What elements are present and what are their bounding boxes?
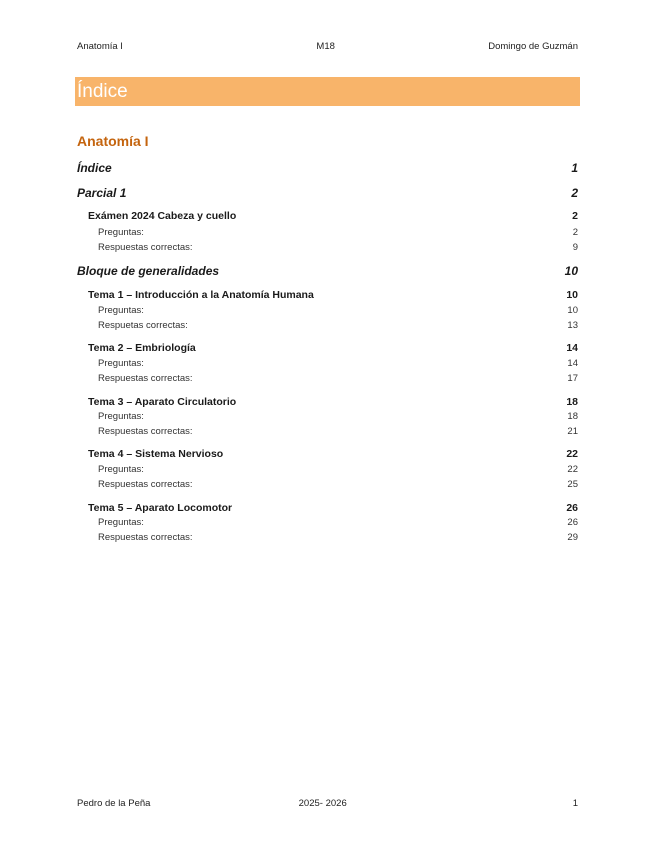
toc-entry-level-2[interactable]: [77, 502, 578, 514]
toc-entry-level-3[interactable]: [77, 305, 578, 316]
toc-entry-level-3[interactable]: [77, 517, 578, 528]
header-center: M18: [316, 41, 335, 52]
page-header: [77, 41, 578, 52]
toc-entry-page: 18: [567, 411, 578, 422]
toc-entry-level-3[interactable]: [77, 411, 578, 422]
toc-entry-page: 25: [567, 479, 578, 490]
toc-entry-page: 2: [572, 227, 578, 238]
toc-entry-page: 17: [567, 373, 578, 384]
footer-page-number: 1: [572, 798, 578, 809]
toc-entry-title: Índice: [77, 161, 112, 175]
toc-entry-title: Tema 2 – Embriología: [88, 342, 196, 354]
toc-entry-title: Parcial 1: [77, 186, 127, 200]
toc-entry-title: Preguntas:: [98, 305, 144, 316]
toc-entry-level-3[interactable]: [77, 426, 578, 437]
toc-entry-page: 10: [566, 289, 578, 301]
toc-entry-page: 29: [567, 532, 578, 543]
document-title: Anatomía I: [77, 133, 149, 149]
toc-entry-title: Respuetas correctas:: [98, 320, 188, 331]
footer-center: 2025- 2026: [298, 798, 347, 809]
toc-entry-title: Tema 5 – Aparato Locomotor: [88, 502, 233, 514]
toc-entry-page: 10: [567, 305, 578, 316]
toc-entry-title: Exámen 2024 Cabeza y cuello: [88, 210, 237, 222]
toc-entry-page: 2: [571, 186, 578, 200]
toc-entry-page: 10: [564, 264, 578, 278]
toc-entry-level-2[interactable]: [77, 210, 578, 222]
toc-entry-level-1[interactable]: [77, 186, 578, 200]
toc-entry-title: Preguntas:: [98, 227, 144, 238]
toc-entry-page: 14: [567, 358, 578, 369]
header-left: Anatomía I: [77, 41, 123, 52]
toc-entry-page: 1: [571, 161, 578, 175]
toc-entry-page: 14: [566, 342, 578, 354]
toc-entry-level-3[interactable]: [77, 373, 578, 384]
toc-entry-page: 22: [566, 448, 578, 460]
toc-entry-page: 22: [567, 464, 578, 475]
toc-entry-title: Respuestas correctas:: [98, 532, 193, 543]
toc-entry-page: 26: [566, 502, 578, 514]
toc-entry-level-3[interactable]: [77, 227, 578, 238]
toc-entry-level-2[interactable]: [77, 396, 578, 408]
toc-entry-level-3[interactable]: [77, 358, 578, 369]
toc-entry-level-3[interactable]: [77, 464, 578, 475]
toc-entry-level-3[interactable]: [77, 479, 578, 490]
toc-entry-title: Preguntas:: [98, 517, 144, 528]
toc-entry-page: 9: [572, 242, 578, 253]
header-right: Domingo de Guzmán: [488, 41, 578, 52]
page-footer: [77, 798, 578, 809]
toc-entry-title: Preguntas:: [98, 411, 144, 422]
toc-entry-title: Tema 1 – Introducción a la Anatomía Humana: [88, 289, 314, 301]
toc-entry-level-2[interactable]: [77, 342, 578, 354]
toc-entry-page: 13: [567, 320, 578, 331]
toc-entry-level-3[interactable]: [77, 320, 578, 331]
toc-entry-level-3[interactable]: [77, 532, 578, 543]
toc-entry-title: Tema 3 – Aparato Circulatorio: [88, 396, 237, 408]
toc-entry-page: 26: [567, 517, 578, 528]
toc-entry-level-2[interactable]: [77, 289, 578, 301]
toc-entry-level-1[interactable]: [77, 161, 578, 175]
index-banner: Índice: [75, 77, 580, 106]
toc-entry-title: Preguntas:: [98, 464, 144, 475]
toc-entry-title: Respuestas correctas:: [98, 426, 193, 437]
toc-entry-page: 18: [566, 396, 578, 408]
toc-entry-title: Bloque de generalidades: [77, 264, 220, 278]
toc-entry-page: 2: [572, 210, 578, 222]
footer-left: Pedro de la Peña: [77, 798, 151, 809]
toc-entry-title: Preguntas:: [98, 358, 144, 369]
toc-entry-title: Tema 4 – Sistema Nervioso: [88, 448, 224, 460]
toc-entry-title: Respuestas correctas:: [98, 242, 193, 253]
toc-entry-level-3[interactable]: [77, 242, 578, 253]
toc-entry-title: Respuestas correctas:: [98, 479, 193, 490]
toc-entry-level-1[interactable]: [77, 264, 578, 278]
toc-entry-level-2[interactable]: [77, 448, 578, 460]
toc-entry-title: Respuestas correctas:: [98, 373, 193, 384]
toc-entry-page: 21: [567, 426, 578, 437]
